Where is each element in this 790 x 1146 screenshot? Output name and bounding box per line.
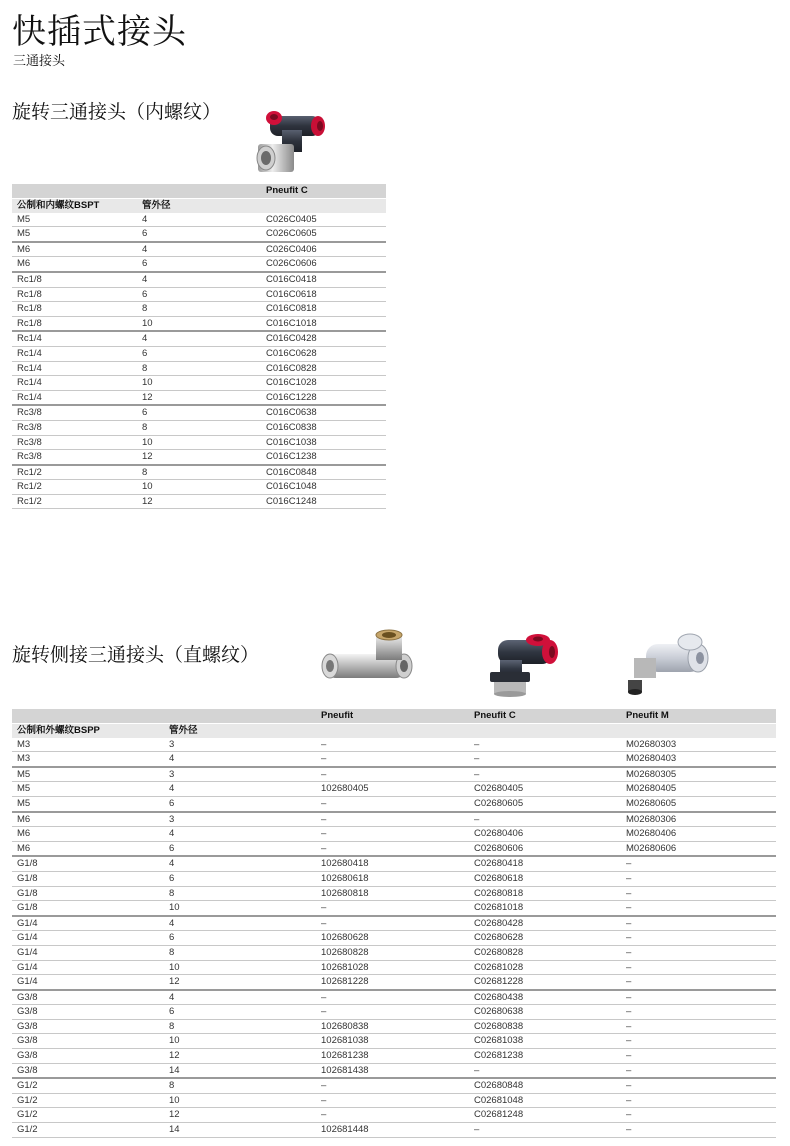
table-row xyxy=(12,738,776,752)
cell-tube: 6 xyxy=(164,1005,316,1020)
table-row xyxy=(12,856,776,871)
cell-tube: 12 xyxy=(164,1049,316,1064)
cell-c2: C02680848 xyxy=(469,1078,621,1093)
cell-c3: – xyxy=(621,901,776,916)
table-row xyxy=(12,945,776,960)
cell-tube: 4 xyxy=(137,242,261,257)
cell-c3: – xyxy=(621,886,776,901)
cell-code: C016C0848 xyxy=(261,465,386,480)
cell-c2: C02681228 xyxy=(469,975,621,990)
cell-tube: 10 xyxy=(137,435,261,450)
cell-tube: 10 xyxy=(164,1093,316,1108)
side-tee-pneufit-m-image xyxy=(624,628,714,698)
cell-tube: 3 xyxy=(164,767,316,782)
table-row xyxy=(12,227,386,242)
cell-code: C016C1028 xyxy=(261,376,386,391)
table-row xyxy=(12,782,776,797)
table-row xyxy=(12,302,386,317)
cell-code: C016C1048 xyxy=(261,480,386,495)
cell-c3: – xyxy=(621,1108,776,1123)
cell-c1: – xyxy=(316,1078,469,1093)
cell-tube: 14 xyxy=(164,1123,316,1138)
cell-thread: G1/4 xyxy=(12,931,164,946)
side-tee-pneufit-c-image xyxy=(478,628,562,698)
cell-code: C016C0428 xyxy=(261,331,386,346)
cell-c2: C02680628 xyxy=(469,931,621,946)
cell-tube: 14 xyxy=(164,1063,316,1078)
cell-c3: M02680305 xyxy=(621,767,776,782)
cell-c2: – xyxy=(469,1063,621,1078)
table-row xyxy=(12,871,776,886)
brand-header: Pneufit C xyxy=(261,184,386,199)
cell-thread: M5 xyxy=(12,213,137,227)
cell-c1: – xyxy=(316,738,469,752)
table-row xyxy=(12,1005,776,1020)
table-column-header-row xyxy=(12,199,386,213)
cell-c3: M02680406 xyxy=(621,827,776,842)
table-row xyxy=(12,841,776,856)
cell-tube: 10 xyxy=(137,376,261,391)
table-row xyxy=(12,827,776,842)
cell-thread: Rc1/8 xyxy=(12,316,137,331)
cell-c3: – xyxy=(621,1078,776,1093)
cell-tube: 8 xyxy=(137,465,261,480)
cell-thread: Rc3/8 xyxy=(12,420,137,435)
cell-thread: Rc1/4 xyxy=(12,331,137,346)
cell-tube: 6 xyxy=(137,257,261,272)
cell-c3: – xyxy=(621,1019,776,1034)
cell-thread: M6 xyxy=(12,827,164,842)
cell-c1: – xyxy=(316,841,469,856)
cell-c1: 102681038 xyxy=(316,1034,469,1049)
cell-thread: G1/8 xyxy=(12,871,164,886)
cell-c3: – xyxy=(621,1034,776,1049)
table-row xyxy=(12,767,776,782)
cell-thread: G1/2 xyxy=(12,1108,164,1123)
table-row xyxy=(12,390,386,405)
cell-c3: – xyxy=(621,1005,776,1020)
table-row xyxy=(12,1093,776,1108)
cell-c3: M02680303 xyxy=(621,738,776,752)
cell-tube: 3 xyxy=(164,812,316,827)
cell-thread: G1/4 xyxy=(12,916,164,931)
table-row xyxy=(12,316,386,331)
table-row xyxy=(12,450,386,465)
cell-tube: 4 xyxy=(137,331,261,346)
cell-thread: M6 xyxy=(12,257,137,272)
cell-c1: 102681438 xyxy=(316,1063,469,1078)
cell-tube: 4 xyxy=(137,272,261,287)
table-column-header-row xyxy=(12,724,776,738)
table-row xyxy=(12,901,776,916)
cell-thread: M5 xyxy=(12,227,137,242)
tee-fitting-female-image xyxy=(252,102,332,180)
cell-tube: 8 xyxy=(137,302,261,317)
cell-c3: – xyxy=(621,871,776,886)
table-row xyxy=(12,1078,776,1093)
table-row xyxy=(12,287,386,302)
cell-c1: 102681028 xyxy=(316,960,469,975)
cell-code: C016C1228 xyxy=(261,390,386,405)
cell-thread: M6 xyxy=(12,242,137,257)
cell-thread: Rc1/8 xyxy=(12,302,137,317)
brand-header-pneufit-c: Pneufit C xyxy=(469,709,621,724)
cell-c3: – xyxy=(621,990,776,1005)
table-row xyxy=(12,242,386,257)
cell-tube: 10 xyxy=(137,480,261,495)
cell-c1: 102680818 xyxy=(316,886,469,901)
cell-tube: 8 xyxy=(164,945,316,960)
cell-tube: 6 xyxy=(164,796,316,811)
cell-tube: 6 xyxy=(137,405,261,420)
table-row xyxy=(12,1034,776,1049)
column-header-thread: 公制和外螺纹BSPP xyxy=(12,724,164,738)
cell-tube: 8 xyxy=(164,1078,316,1093)
column-header-thread: 公制和内螺纹BSPT xyxy=(12,199,137,213)
cell-thread: Rc3/8 xyxy=(12,450,137,465)
cell-c1: 102680405 xyxy=(316,782,469,797)
table-row xyxy=(12,960,776,975)
cell-thread: M5 xyxy=(12,796,164,811)
table-row xyxy=(12,272,386,287)
cell-thread: M3 xyxy=(12,752,164,767)
cell-tube: 10 xyxy=(164,1034,316,1049)
cell-c2: C02680428 xyxy=(469,916,621,931)
cell-code: C016C1018 xyxy=(261,316,386,331)
cell-code: C016C0628 xyxy=(261,346,386,361)
table-row xyxy=(12,435,386,450)
table-row xyxy=(12,990,776,1005)
table-row xyxy=(12,494,386,509)
cell-c3: M02680605 xyxy=(621,796,776,811)
table-row xyxy=(12,346,386,361)
cell-c3: M02680306 xyxy=(621,812,776,827)
cell-code: C026C0606 xyxy=(261,257,386,272)
cell-c3: – xyxy=(621,856,776,871)
cell-code: C016C0418 xyxy=(261,272,386,287)
cell-thread: Rc1/8 xyxy=(12,287,137,302)
cell-tube: 12 xyxy=(164,1108,316,1123)
table-brand-header-row xyxy=(12,184,386,199)
brand-header-pneufit: Pneufit xyxy=(316,709,469,724)
cell-thread: G1/8 xyxy=(12,856,164,871)
cell-thread: G1/4 xyxy=(12,975,164,990)
cell-tube: 10 xyxy=(164,901,316,916)
cell-tube: 4 xyxy=(164,916,316,931)
cell-c2: C02680818 xyxy=(469,886,621,901)
cell-thread: G3/8 xyxy=(12,1063,164,1078)
cell-code: C026C0605 xyxy=(261,227,386,242)
cell-c2: C02680406 xyxy=(469,827,621,842)
cell-tube: 8 xyxy=(137,420,261,435)
cell-c1: – xyxy=(316,916,469,931)
cell-c1: 102680838 xyxy=(316,1019,469,1034)
cell-c1: 102680418 xyxy=(316,856,469,871)
cell-thread: G1/4 xyxy=(12,960,164,975)
table-row xyxy=(12,465,386,480)
table-row xyxy=(12,1063,776,1078)
cell-tube: 12 xyxy=(137,450,261,465)
cell-thread: Rc1/2 xyxy=(12,480,137,495)
cell-c2: C02680418 xyxy=(469,856,621,871)
cell-thread: Rc1/2 xyxy=(12,465,137,480)
cell-code: C016C0618 xyxy=(261,287,386,302)
cell-c3: – xyxy=(621,945,776,960)
cell-thread: G3/8 xyxy=(12,1034,164,1049)
table-row xyxy=(12,1049,776,1064)
table-row xyxy=(12,257,386,272)
cell-c1: – xyxy=(316,796,469,811)
cell-c1: – xyxy=(316,1093,469,1108)
cell-c2: C02680405 xyxy=(469,782,621,797)
table-row xyxy=(12,796,776,811)
cell-c2: C02680828 xyxy=(469,945,621,960)
cell-c2: – xyxy=(469,752,621,767)
cell-thread: G3/8 xyxy=(12,1005,164,1020)
cell-c2: – xyxy=(469,738,621,752)
cell-c2: C02680606 xyxy=(469,841,621,856)
cell-code: C016C0638 xyxy=(261,405,386,420)
cell-tube: 6 xyxy=(164,871,316,886)
cell-c1: – xyxy=(316,767,469,782)
cell-tube: 6 xyxy=(137,227,261,242)
cell-code: C026C0406 xyxy=(261,242,386,257)
table-row xyxy=(12,1019,776,1034)
table-row xyxy=(12,752,776,767)
table-row xyxy=(12,916,776,931)
cell-c3: – xyxy=(621,1063,776,1078)
cell-tube: 6 xyxy=(164,841,316,856)
cell-tube: 10 xyxy=(164,960,316,975)
cell-tube: 3 xyxy=(164,738,316,752)
cell-tube: 4 xyxy=(164,990,316,1005)
cell-c1: – xyxy=(316,990,469,1005)
cell-thread: M5 xyxy=(12,782,164,797)
cell-c1: – xyxy=(316,901,469,916)
cell-c1: 102681448 xyxy=(316,1123,469,1138)
cell-c2: C02681238 xyxy=(469,1049,621,1064)
table-row xyxy=(12,361,386,376)
cell-c3: M02680606 xyxy=(621,841,776,856)
cell-c3: – xyxy=(621,960,776,975)
cell-c1: – xyxy=(316,1005,469,1020)
section1-table xyxy=(12,184,386,509)
cell-code: C016C0828 xyxy=(261,361,386,376)
column-header-tube: 管外径 xyxy=(164,724,316,738)
cell-c2: – xyxy=(469,1123,621,1138)
cell-c2: C02681028 xyxy=(469,960,621,975)
cell-tube: 8 xyxy=(137,361,261,376)
cell-c2: – xyxy=(469,812,621,827)
table-row xyxy=(12,1123,776,1138)
cell-c3: – xyxy=(621,975,776,990)
cell-tube: 6 xyxy=(137,287,261,302)
cell-thread: G1/8 xyxy=(12,886,164,901)
cell-thread: G3/8 xyxy=(12,990,164,1005)
table-row xyxy=(12,886,776,901)
cell-tube: 4 xyxy=(164,827,316,842)
section2-title: 旋转侧接三通接头（直螺纹） xyxy=(12,644,260,666)
cell-c2: C02680638 xyxy=(469,1005,621,1020)
cell-c3: – xyxy=(621,1093,776,1108)
cell-tube: 8 xyxy=(164,1019,316,1034)
cell-thread: Rc1/4 xyxy=(12,346,137,361)
cell-c1: 102680628 xyxy=(316,931,469,946)
page-subtitle: 三通接头 xyxy=(13,54,66,69)
cell-tube: 12 xyxy=(137,390,261,405)
cell-c1: 102681238 xyxy=(316,1049,469,1064)
cell-thread: G1/2 xyxy=(12,1078,164,1093)
cell-tube: 6 xyxy=(137,346,261,361)
cell-thread: Rc1/4 xyxy=(12,361,137,376)
cell-c3: – xyxy=(621,931,776,946)
table-row xyxy=(12,405,386,420)
cell-thread: G3/8 xyxy=(12,1019,164,1034)
cell-c1: – xyxy=(316,752,469,767)
table-brand-header-row xyxy=(12,709,776,724)
table-row xyxy=(12,420,386,435)
cell-c2: C02680838 xyxy=(469,1019,621,1034)
cell-c2: C02680605 xyxy=(469,796,621,811)
table-row xyxy=(12,213,386,227)
cell-code: C016C0818 xyxy=(261,302,386,317)
cell-c1: 102680828 xyxy=(316,945,469,960)
cell-c2: C02681018 xyxy=(469,901,621,916)
cell-thread: G1/2 xyxy=(12,1123,164,1138)
cell-c3: – xyxy=(621,1123,776,1138)
section2-table xyxy=(12,709,776,1138)
cell-tube: 12 xyxy=(137,494,261,509)
table-row xyxy=(12,812,776,827)
table-row xyxy=(12,1108,776,1123)
cell-c2: C02681248 xyxy=(469,1108,621,1123)
cell-tube: 6 xyxy=(164,931,316,946)
cell-c3: – xyxy=(621,1049,776,1064)
cell-c2: C02681048 xyxy=(469,1093,621,1108)
cell-c1: – xyxy=(316,1108,469,1123)
cell-c3: – xyxy=(621,916,776,931)
cell-thread: G3/8 xyxy=(12,1049,164,1064)
cell-c2: C02680438 xyxy=(469,990,621,1005)
cell-tube: 4 xyxy=(164,856,316,871)
column-header-tube: 管外径 xyxy=(137,199,261,213)
cell-tube: 4 xyxy=(164,752,316,767)
cell-thread: Rc3/8 xyxy=(12,435,137,450)
cell-tube: 12 xyxy=(164,975,316,990)
cell-c2: – xyxy=(469,767,621,782)
cell-thread: Rc3/8 xyxy=(12,405,137,420)
cell-thread: M3 xyxy=(12,738,164,752)
cell-thread: M6 xyxy=(12,841,164,856)
cell-code: C016C1238 xyxy=(261,450,386,465)
cell-thread: Rc1/8 xyxy=(12,272,137,287)
cell-c2: C02680618 xyxy=(469,871,621,886)
table-row xyxy=(12,331,386,346)
cell-c3: M02680403 xyxy=(621,752,776,767)
cell-code: C016C1038 xyxy=(261,435,386,450)
table-row xyxy=(12,975,776,990)
cell-tube: 4 xyxy=(164,782,316,797)
cell-thread: M6 xyxy=(12,812,164,827)
cell-tube: 8 xyxy=(164,886,316,901)
table-row xyxy=(12,480,386,495)
cell-c1: – xyxy=(316,812,469,827)
cell-thread: Rc1/4 xyxy=(12,390,137,405)
cell-thread: G1/2 xyxy=(12,1093,164,1108)
section1-title: 旋转三通接头（内螺纹） xyxy=(12,101,222,123)
cell-code: C016C1248 xyxy=(261,494,386,509)
cell-thread: Rc1/2 xyxy=(12,494,137,509)
cell-c3: M02680405 xyxy=(621,782,776,797)
table-row xyxy=(12,931,776,946)
cell-tube: 10 xyxy=(137,316,261,331)
cell-c1: 102681228 xyxy=(316,975,469,990)
cell-thread: M5 xyxy=(12,767,164,782)
page-title: 快插式接头 xyxy=(12,12,187,52)
cell-code: C026C0405 xyxy=(261,213,386,227)
cell-thread: G1/4 xyxy=(12,945,164,960)
cell-c1: – xyxy=(316,827,469,842)
brand-header-pneufit-m: Pneufit M xyxy=(621,709,776,724)
cell-c2: C02681038 xyxy=(469,1034,621,1049)
cell-thread: G1/8 xyxy=(12,901,164,916)
table-row xyxy=(12,376,386,391)
cell-c1: 102680618 xyxy=(316,871,469,886)
cell-thread: Rc1/4 xyxy=(12,376,137,391)
cell-code: C016C0838 xyxy=(261,420,386,435)
side-tee-pneufit-image xyxy=(318,626,418,698)
cell-tube: 4 xyxy=(137,213,261,227)
